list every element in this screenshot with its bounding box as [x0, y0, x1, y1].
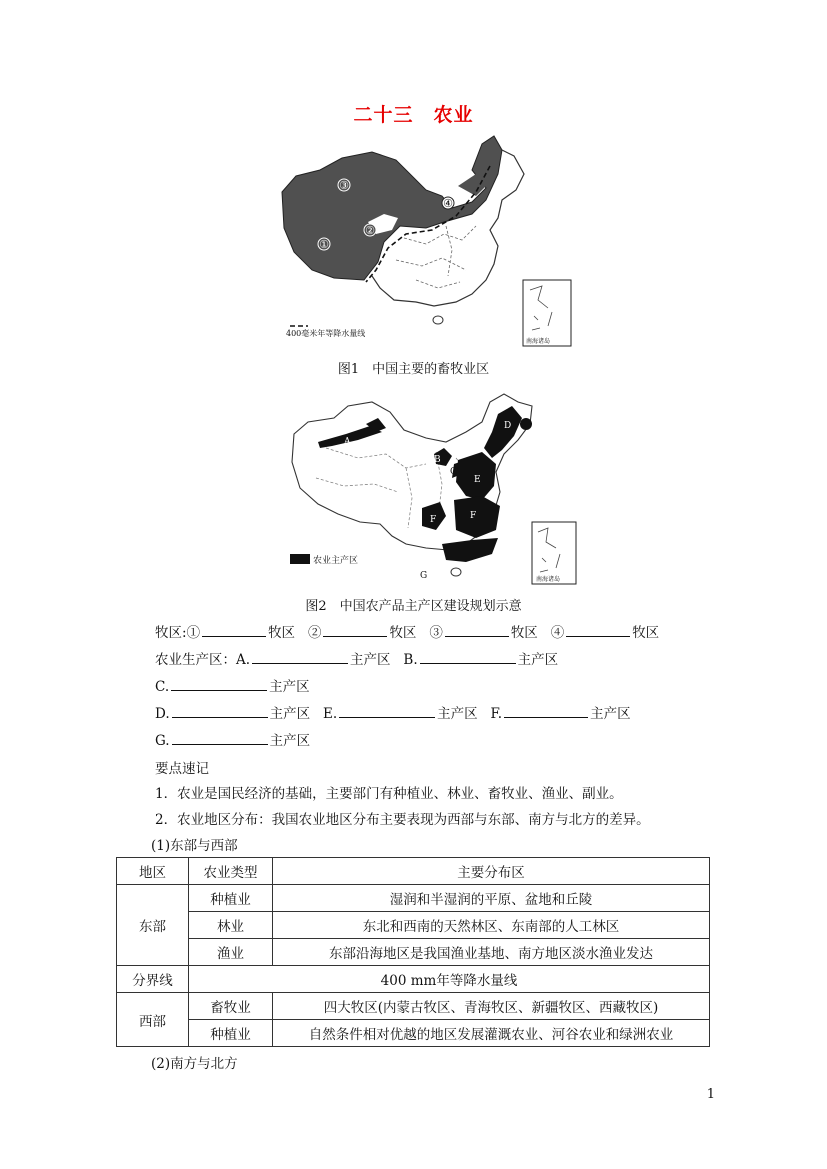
subheading-east-west: (1)东部与西部: [151, 838, 238, 854]
production-question-3: D. 主产区 E. 主产区 F. 主产区: [155, 706, 631, 722]
pastoral-region-shade: [282, 136, 502, 280]
pasture-question: 牧区:① 牧区 ② 牧区 ③ 牧区 ④ 牧区: [155, 625, 660, 641]
page-number: 1: [706, 1087, 715, 1102]
blank-F[interactable]: [504, 704, 588, 718]
production-question-1: 农业生产区：A. 主产区 B. 主产区: [155, 652, 559, 668]
fig2-label-B: B: [434, 455, 441, 465]
boundary-label: 分界线: [117, 966, 189, 993]
fig2-label-D: D: [504, 421, 512, 431]
figure2-map: [286, 388, 586, 588]
blank-G[interactable]: [172, 731, 268, 745]
blank-A[interactable]: [252, 650, 348, 664]
table-cell: 自然条件相对优越的地区发展灌溉农业、河谷农业和绿洲农业: [273, 1020, 710, 1047]
table-cell: 湿润和半湿润的平原、盆地和丘陵: [273, 885, 710, 912]
subheading-south-north: (2)南方与北方: [151, 1056, 238, 1072]
table-row: [117, 885, 710, 912]
fig2-label-E: E: [474, 475, 481, 485]
table-cell: 渔业: [189, 939, 273, 966]
table-header: 主要分布区: [273, 858, 710, 885]
region-east: 东部: [117, 885, 189, 966]
fig1-label-1: ①: [319, 238, 329, 251]
table-row: [117, 966, 710, 993]
key-points-heading: 要点速记: [155, 761, 209, 777]
production-question-4: G. 主产区: [155, 733, 311, 749]
table-row: [117, 1020, 710, 1047]
fig2-label-F1: F: [430, 515, 437, 525]
east-west-table: [116, 857, 710, 1047]
figure2-caption: 图2 中国农产品主产区建设规划示意: [305, 599, 522, 614]
fig2-label-F2: F: [470, 511, 477, 521]
blank-C[interactable]: [171, 677, 267, 691]
blank-E[interactable]: [339, 704, 435, 718]
blank-2[interactable]: [323, 623, 387, 637]
fig2-label-G: G: [420, 571, 428, 581]
fig1-legend: 400毫米年等降水量线: [286, 329, 366, 338]
table-cell: 种植业: [189, 1020, 273, 1047]
fig2-inset-label: 南海诸岛: [536, 576, 561, 583]
fig1-label-4: ④: [443, 197, 453, 210]
blank-D[interactable]: [172, 704, 268, 718]
table-row: [117, 939, 710, 966]
table-row: [117, 912, 710, 939]
fig1-label-3: ③: [339, 179, 349, 192]
region-west: 西部: [117, 993, 189, 1047]
fig2-legend: 农业主产区: [313, 556, 359, 566]
production-question-2: C. 主产区: [155, 679, 310, 695]
table-cell: 种植业: [189, 885, 273, 912]
table-cell: 东部沿海地区是我国渔业基地、南方地区淡水渔业发达: [273, 939, 710, 966]
table-cell: 畜牧业: [189, 993, 273, 1020]
table-cell: 四大牧区(内蒙古牧区、青海牧区、新疆牧区、西藏牧区): [273, 993, 710, 1020]
table-cell: 林业: [189, 912, 273, 939]
fig1-label-2: ②: [365, 224, 375, 237]
blank-B[interactable]: [420, 650, 516, 664]
table-cell: 东北和西南的天然林区、东南部的人工林区: [273, 912, 710, 939]
blank-1[interactable]: [202, 623, 266, 637]
table-row: [117, 993, 710, 1020]
fig2-label-C: C: [450, 467, 457, 477]
fig1-inset-label: 南海诸岛: [526, 338, 551, 345]
blank-3[interactable]: [445, 623, 509, 637]
key-point-1: 1．农业是国民经济的基础，主要部门有种植业、林业、畜牧业、渔业、副业。: [155, 786, 623, 802]
figure1-map: [276, 130, 576, 350]
table-header: 地区: [117, 858, 189, 885]
region-F-right-shape: [454, 496, 500, 538]
table-header: 农业类型: [189, 858, 273, 885]
figure1-caption: 图1 中国主要的畜牧业区: [337, 362, 490, 377]
region-G-shape: [442, 538, 498, 562]
boundary-value: 400 mm年等降水量线: [189, 966, 710, 993]
page-title: 二十三 农业: [353, 104, 474, 126]
blank-4[interactable]: [566, 623, 630, 637]
fig2-label-A: A: [344, 437, 351, 447]
region-D-shape: [484, 406, 522, 458]
key-point-2: 2．农业地区分布：我国农业地区分布主要表现为西部与东部、南方与北方的差异。: [155, 812, 650, 828]
table-header-row: [117, 858, 710, 885]
